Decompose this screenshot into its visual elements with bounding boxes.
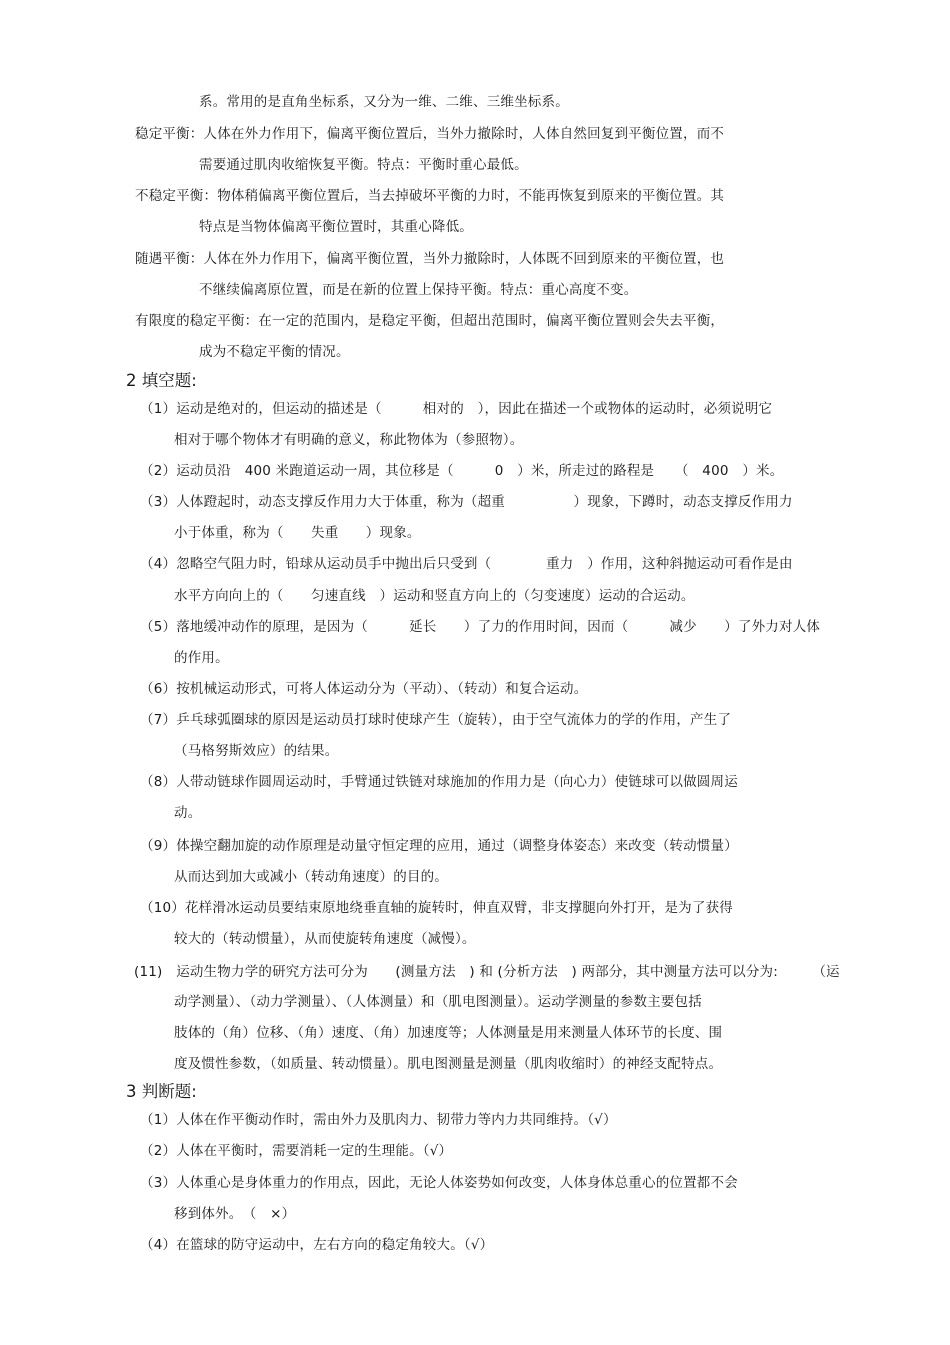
question-line: 小于体重，称为（ 失重 ）现象。 <box>174 525 421 541</box>
section-heading-fill-in: 2 填空题: <box>126 371 197 390</box>
definition-line: 成为不稳定平衡的情况。 <box>199 344 350 360</box>
question-line: （4）忽略空气阻力时，铅球从运动员手中抛出后只受到（ 重力 ）作用，这种斜抛运动可看作是由 <box>140 556 793 572</box>
definition-line: 有限度的稳定平衡：在一定的范围内，是稳定平衡，但超出范围时，偏离平衡位置则会失去平衡， <box>135 313 725 329</box>
question-line: （10）花样滑冰运动员要结束原地绕垂直轴的旋转时，伸直双臂，非支撑腿向外打开，是为了获得 <box>140 900 733 916</box>
question-line: （6）按机械运动形式，可将人体运动分为（平动）、（转动）和复合运动。 <box>140 681 588 697</box>
question-line: （7）乒乓球弧圈球的原因是运动员打球时使球产生（旋转），由于空气流体力的学的作用，产生了 <box>140 712 732 728</box>
definition-line: 系。常用的是直角坐标系，又分为一维、二维、三维坐标系。 <box>199 94 569 110</box>
question-line: （1）运动是绝对的，但运动的描述是（ 相对的 ），因此在描述一个或物体的运动时，必须说明它 <box>140 401 773 417</box>
definition-line: 需要通过肌肉收缩恢复平衡。特点：平衡时重心最低。 <box>199 157 528 173</box>
definition-line: 稳定平衡：人体在外力作用下，偏离平衡位置后，当外力撤除时，人体自然回复到平衡位置，而不 <box>135 126 725 142</box>
question-line: 相对于哪个物体才有明确的意义，称此物体为（参照物）。 <box>174 432 524 448</box>
definition-line: 不继续偏离原位置，而是在新的位置上保持平衡。特点：重心高度不变。 <box>199 282 638 298</box>
question-line: （9）体操空翻加旋的动作原理是动量守恒定理的应用，通过（调整身体姿态）来改变（转动惯量） <box>140 838 738 854</box>
question-line: 动。 <box>174 805 202 821</box>
question-line: 移到体外。 （ ×） <box>174 1206 296 1222</box>
question-line: 较大的（转动惯量），从而使旋转角速度（减慢）。 <box>174 931 476 947</box>
question-line: （5）落地缓冲动作的原理，是因为（ 延长 ）了力的作用时间，因而（ 减少 ）了外力对人体 <box>140 619 821 635</box>
question-line: （2）运动员沿 400 米跑道运动一周，其位移是（ 0 ）米，所走过的路程是 （ 400 ）米。 <box>140 463 784 479</box>
question-line: （1）人体在作平衡动作时，需由外力及肌肉力、韧带力等内力共同维持。（√） <box>140 1112 617 1128</box>
question-line: 从而达到加大或减小（转动角速度）的目的。 <box>174 869 448 885</box>
question-line: (11) 运动生物力学的研究方法可分为 (测量方法 ) 和 (分析方法 ) 两部分，其中测量方法可以分为: （运 <box>134 964 840 980</box>
section-heading-true-false: 3 判断题: <box>126 1082 197 1101</box>
question-line: 肢体的（角）位移、（角）速度、（角）加速度等；人体测量是用来测量人体环节的长度、围 <box>174 1025 723 1041</box>
question-line: （马格努斯效应）的结果。 <box>174 743 339 759</box>
question-line: （3）人体重心是身体重力的作用点，因此，无论人体姿势如何改变，人体身体总重心的位置都不会 <box>140 1175 738 1191</box>
question-line: （8）人带动链球作圆周运动时，手臂通过铁链对球施加的作用力是（向心力）使链球可以做圆周运 <box>140 774 738 790</box>
question-line: 水平方向向上的（ 匀速直线 ）运动和竖直方向上的（匀变速度）运动的合运动。 <box>174 588 695 604</box>
question-line: （3）人体蹬起时，动态支撑反作用力大于体重，称为（超重 ）现象，下蹲时，动态支撑反作用力 <box>140 494 793 510</box>
question-line: 度及惯性参数，（如质量、转动惯量）。肌电图测量是测量（肌肉收缩时）的神经支配特点。 <box>174 1056 723 1072</box>
question-line: 的作用。 <box>174 650 229 666</box>
question-line: （2）人体在平衡时，需要消耗一定的生理能。（√） <box>140 1143 453 1159</box>
definition-line: 随遇平衡：人体在外力作用下，偏离平衡位置，当外力撤除时，人体既不回到原来的平衡位置，也 <box>135 251 725 267</box>
question-line: 动学测量）、（动力学测量）、（人体测量）和（肌电图测量）。运动学测量的参数主要包括 <box>174 994 702 1010</box>
question-line: （4）在篮球的防守运动中，左右方向的稳定角较大。（√） <box>140 1237 494 1253</box>
definition-line: 特点是当物体偏离平衡位置时，其重心降低。 <box>199 219 473 235</box>
definition-line: 不稳定平衡：物体稍偏离平衡位置后，当去掉破坏平衡的力时，不能再恢复到原来的平衡位置。其 <box>135 188 725 204</box>
